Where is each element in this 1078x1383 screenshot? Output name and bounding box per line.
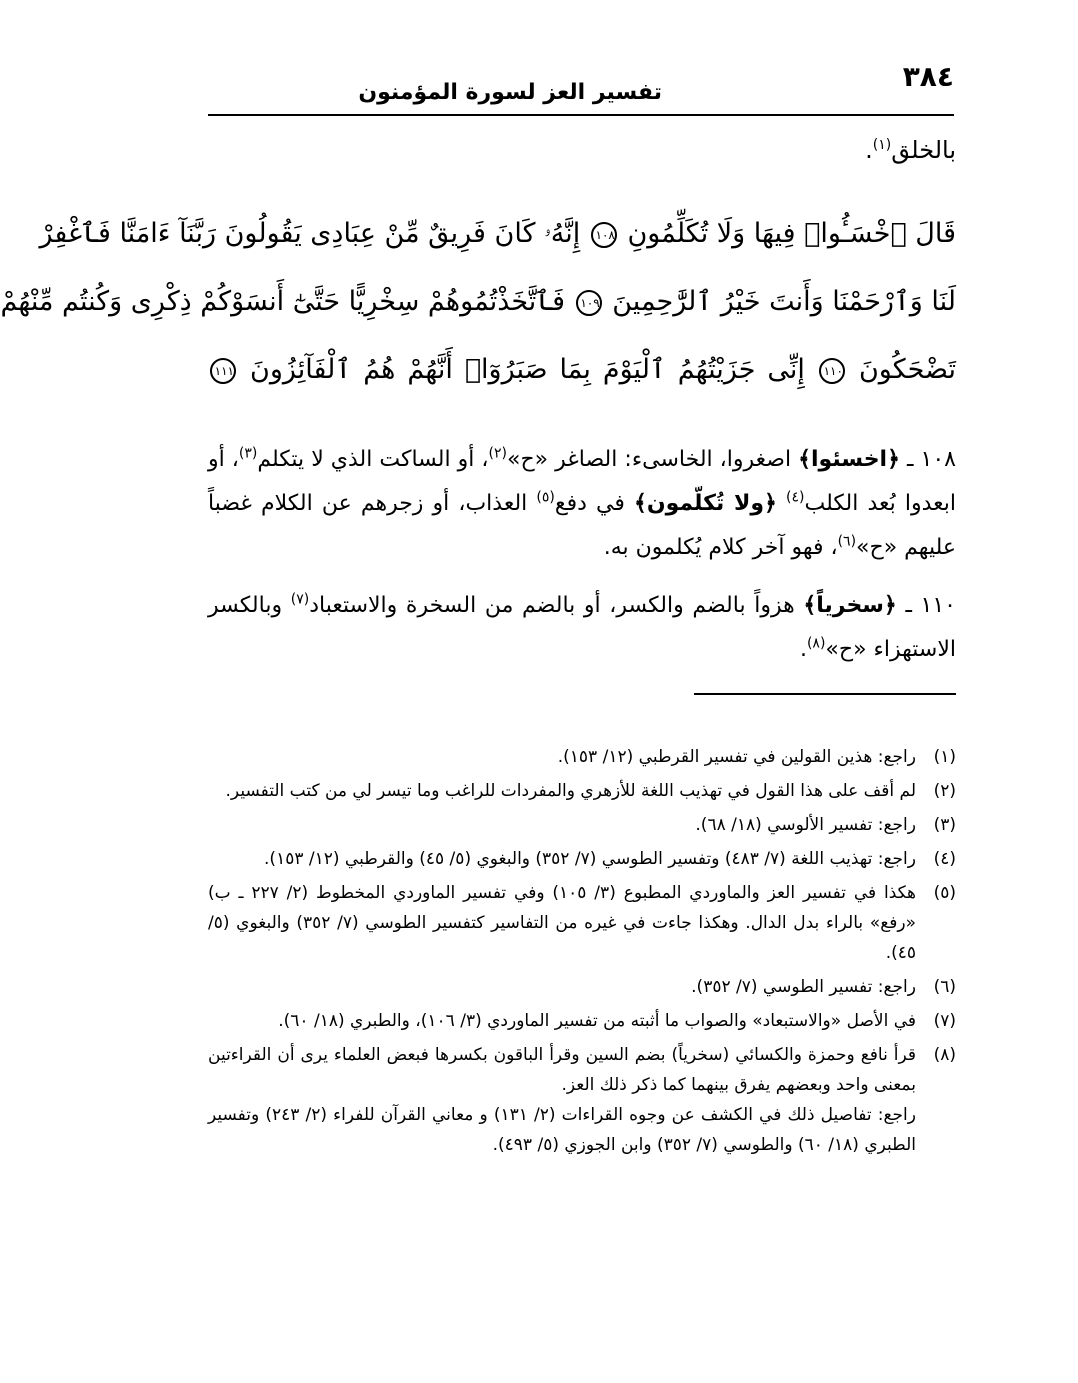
footnote-7: [208, 1006, 956, 1036]
page-header: [208, 58, 954, 116]
verse-108-text: قَالَ ٱخْسَـُٔوا۟ فِيهَا وَلَا تُكَلِّمُونِ: [627, 218, 956, 249]
footnote-text: راجع: تفسير الألوسي (١٨/ ٦٨).: [695, 815, 916, 835]
footnote-ref-4: (٤): [786, 489, 805, 506]
footnote-ref-3: (٣): [238, 445, 258, 462]
footnote-2: [208, 776, 956, 806]
continuation-text: [865, 136, 956, 164]
footnote-text: في الأصل «والاستبعاد» والصواب ما أثبته من تفسير الماوردي (٣/ ١٠٦)، والطبري (١٨/ ٦٠).: [278, 1011, 916, 1031]
footnote-number: (١): [933, 747, 956, 767]
verse-110-end: تَضْحَكُونَ: [858, 354, 956, 385]
footnote-number: (٣): [933, 815, 956, 835]
quran-verses: [0, 200, 956, 404]
footnote-ref-2: (٢): [488, 445, 507, 462]
commentary-text: العذاب، أو زجرهم عن الكلام غضباً عليهم «ح»: [208, 491, 956, 560]
footnote-4: [208, 844, 956, 874]
commentary-108: [208, 438, 956, 570]
commentary-text: هزواً بالضم والكسر، أو بالضم من السخرة والاستعباد: [309, 593, 795, 618]
footnote-ref-7: (٧): [290, 591, 310, 608]
footnote-number: (٤): [933, 849, 956, 869]
footnote-text: راجع: هذين القولين في تفسير القرطبي (١٢/ ١٥٣).: [557, 747, 916, 767]
footnote-number: (٧): [933, 1011, 956, 1031]
quran-line-3: [208, 336, 956, 404]
commentary-text: اصغروا، الخاسىء: الصاغر «ح»: [506, 447, 792, 472]
verse-110-start: فَٱتَّخَذْتُمُوهُمْ سِخْرِيًّا حَتَّىٰٓ أَنسَوْكُمْ ذِكْرِى وَكُنتُم مِّنْهُمْ: [0, 286, 566, 317]
ayah-marker-110: ١١٠: [819, 358, 845, 384]
keyword-wala-tukallimun: ﴿ولا تُكلّمون﴾: [633, 491, 777, 516]
header-rule: [208, 114, 954, 116]
footnote-ref-8: (٨): [806, 635, 826, 652]
footnotes: [208, 742, 956, 1164]
verse-109-start: إِنَّهُۥ كَانَ فَرِيقٌ مِّنْ عِبَادِى يَقُولُونَ رَبَّنَآ ءَامَنَّا فَٱغْفِرْ: [39, 218, 581, 249]
commentary-text: ، أو ابعدوا بُعد الكلب: [208, 447, 956, 516]
footnote-5: [208, 878, 956, 968]
footnote-8-extra: راجع: تفاصيل ذلك في الكشف عن وجوه القراءات (٢/ ١٣١) و معاني القرآن للفراء (٢/ ٢٤٣) وتفسير الطبري (١٨/ ٦٠) والطوسي (٧/ ٣٥٢) وابن الجوزي (٥/ ٤٩٣).: [208, 1105, 916, 1155]
footnote-text: لم أقف على هذا القول في تهذيب اللغة للأزهري والمفردات للراغب وما تيسر لي من كتب التفسير.: [225, 781, 916, 801]
commentary-110: [208, 584, 956, 672]
verse-111-text: إِنِّى جَزَيْتُهُمُ ٱلْيَوْمَ بِمَا صَبَرُوٓا۟ أَنَّهُمْ هُمُ ٱلْفَآئِزُونَ: [250, 354, 805, 385]
keyword-sikhriyyan: ﴿سخرياً﴾: [803, 593, 897, 618]
footnote-text: هكذا في تفسير العز والماوردي المطبوع (٣/ ١٠٥) وفي تفسير الماوردي المخطوط (٢/ ٢٢٧ ـ ب) «رفع» بالراء بدل الدال. وهكذا جاءت في غيره من التفاسير كتفسير الطوسي (٧/ ٣٥٢) والبغوي (٥/ ٤٥).: [208, 883, 916, 963]
footnote-6: [208, 972, 956, 1002]
footnote-ref-5: (٥): [536, 489, 555, 506]
quran-line-2: [0, 268, 956, 336]
page-number: ٣٨٤: [902, 60, 954, 93]
footnote-number: (٥): [933, 883, 956, 903]
footnote-8-main: قرأ نافع وحمزة والكسائي (سخرياً) بضم السين وقرأ الباقون بكسرها فبعض العلماء يرى أن القراءتين بمعنى واحد وبعضهم يفرق بينهما كما ذكر ذلك العز.: [208, 1045, 916, 1095]
verse-number: ١١٠ ـ: [905, 593, 956, 618]
commentary-text: ، أو الساكت الذي لا يتكلم: [257, 447, 489, 472]
ayah-marker-111: ١١١: [210, 358, 236, 384]
commentary-text: .: [799, 637, 807, 662]
continuation-end: .: [865, 136, 873, 164]
verse-number: ١٠٨ ـ: [907, 447, 956, 472]
commentary-text: ، فهو آخر كلام يُكلمون به.: [603, 535, 838, 560]
footnote-number: (٦): [933, 977, 956, 997]
footnote-ref-6: (٦): [837, 533, 857, 550]
footnote-ref-1: (١): [872, 137, 892, 153]
footnote-separator: [694, 693, 956, 695]
footnote-text: [208, 1040, 916, 1160]
keyword-ikhsaou: ﴿اخسئوا﴾: [798, 447, 900, 472]
commentary-text: وبالكسر الاستهزاء «ح»: [208, 593, 956, 662]
running-title: تفسير العز لسورة المؤمنون: [358, 80, 662, 105]
ayah-marker-108: ١٠٨: [591, 222, 617, 248]
footnote-3: [208, 810, 956, 840]
quran-line-1: [39, 200, 956, 268]
footnote-text: راجع: تفسير الطوسي (٧/ ٣٥٢).: [691, 977, 916, 997]
footnote-number: (٨): [933, 1045, 956, 1065]
footnote-8: [208, 1040, 956, 1160]
commentary-text: في دفع: [554, 491, 625, 516]
continuation-word: بالخلق: [891, 136, 956, 164]
footnote-number: (٢): [933, 781, 956, 801]
footnote-text: راجع: تهذيب اللغة (٧/ ٤٨٣) وتفسير الطوسي (٧/ ٣٥٢) والبغوي (٥/ ٤٥) والقرطبي (١٢/ ١٥٣).: [264, 849, 916, 869]
footnote-1: [208, 742, 956, 772]
verse-109-end: لَنَا وَٱرْحَمْنَا وَأَنتَ خَيْرُ ٱلرَّٰحِمِينَ: [612, 286, 956, 317]
ayah-marker-109: ١٠٩: [576, 290, 602, 316]
